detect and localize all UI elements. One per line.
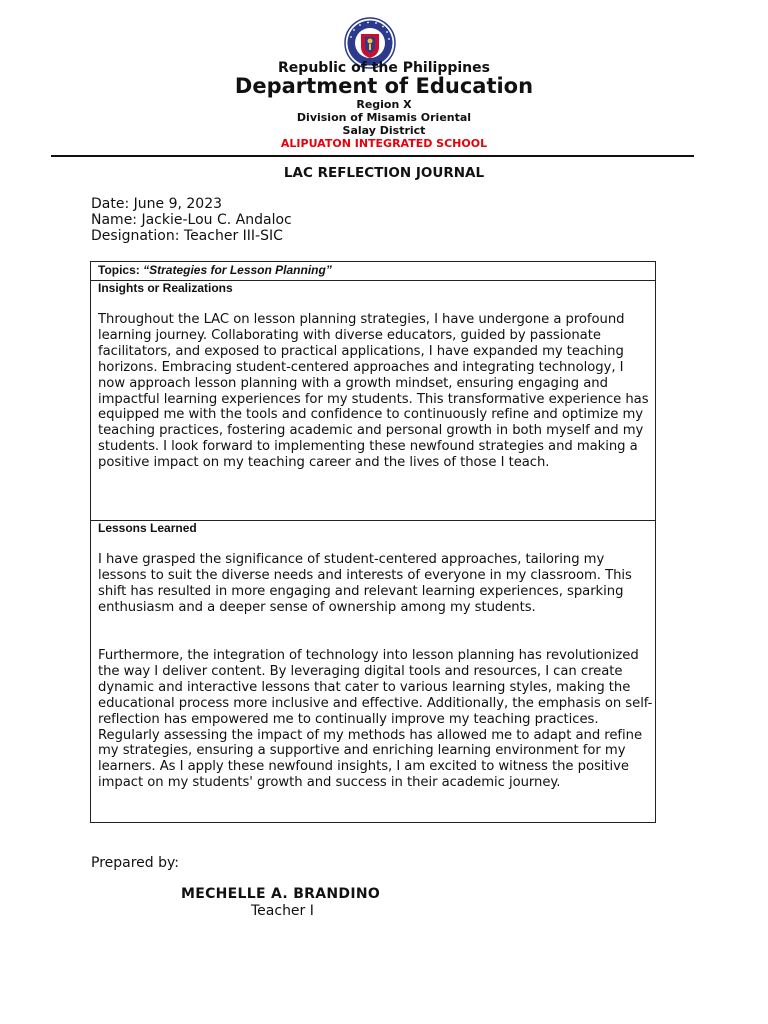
topics-value: “Strategies for Lesson Planning” <box>143 263 332 277</box>
division-line: Division of Misamis Oriental <box>296 111 472 124</box>
name-line: Name: Jackie-Lou C. Andaloc <box>91 212 292 228</box>
lessons-label: Lessons Learned <box>98 521 197 535</box>
reflection-table <box>90 261 656 823</box>
republic-line: Republic of the Philippines <box>278 60 490 76</box>
school-name: ALIPUATON INTEGRATED SCHOOL <box>280 137 488 150</box>
district-line: Salay District <box>342 124 426 137</box>
topics-row <box>98 263 332 277</box>
signatory-name: MECHELLE A. BRANDINO <box>181 886 381 902</box>
insights-text: Throughout the LAC on lesson planning strategies, I have undergone a profound learning journey. Collaborating with diverse educators, guided by passionate facilitators, and exposed to practical applications, I have expanded my teaching horizons. Embracing student-centered approaches and integrating technology, I now approach lesson planning with a growth mindset, ensuring engaging and impactful learning experiences for my students. This transformative experience has equipped me with the tools and confidence to continuously refine and optimize my teaching practices, fostering academic and personal growth in both myself and my students. I look forward to implementing these newfound strategies and making a positive impact on my teaching career and the lives of those I teach. <box>98 312 649 471</box>
region-line: Region X <box>356 98 412 111</box>
signatory-position: Teacher I <box>251 903 314 919</box>
topics-label: Topics: <box>98 263 140 277</box>
header-divider <box>51 155 694 157</box>
prepared-by-label: Prepared by: <box>91 855 179 871</box>
journal-title: LAC REFLECTION JOURNAL <box>283 165 485 181</box>
designation-line: Designation: Teacher III-SIC <box>91 228 283 244</box>
lessons-paragraph-1: I have grasped the significance of student-centered approaches, tailoring my lessons to suit the diverse needs and interests of everyone in my classroom. This shift has resulted in more engaging and relevant learning experiences, sparking enthusiasm and a deeper sense of ownership among my students. <box>98 552 632 615</box>
date-line: Date: June 9, 2023 <box>91 196 223 212</box>
department-title: Department of Education <box>234 74 534 98</box>
lessons-paragraph-2: Furthermore, the integration of technology into lesson planning has revolutionized the way I deliver content. By leveraging digital tools and resources, I can create dynamic and interactive lessons that cater to various learning styles, making the educational process more inclusive and effective. Additionally, the emphasis on self-reflection has empowered me to continually improve my teaching practices. Regularly assessing the impact of my methods has allowed me to adapt and refine my strategies, ensuring a supportive and enriching learning environment for my learners. As I apply these newfound insights, I am excited to witness the positive impact on my students' growth and success in their academic journey. <box>98 648 653 791</box>
insights-label: Insights or Realizations <box>98 281 233 295</box>
